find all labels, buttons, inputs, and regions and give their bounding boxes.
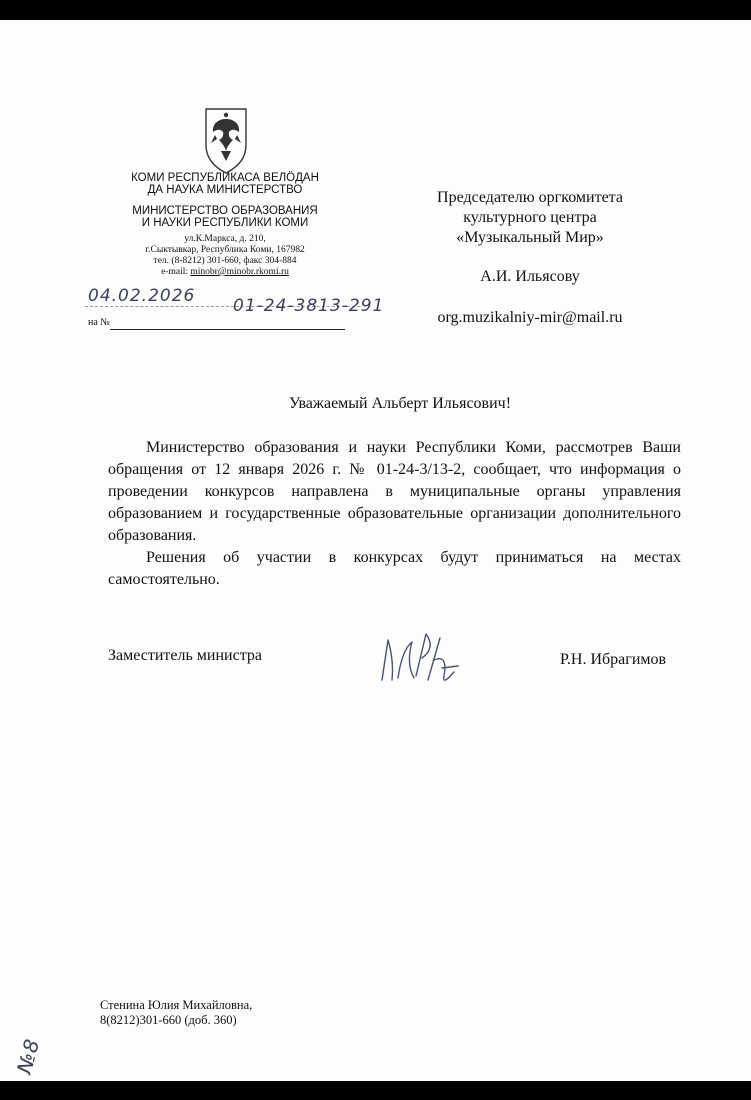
coat-of-arms-icon (203, 105, 249, 177)
address-line-3: тел. (8-8212) 301-660, факс 304-884 (153, 256, 297, 266)
handwritten-number: 01-24-3813-291 (233, 296, 385, 316)
body-paragraph-1: Министерство образования и науки Республики Коми, рассмотрев Ваши обращения от 12 января 2026 г. № 01-24-3/13-2, сообщает, что информация о проведении конкурсов направлена в муниципальные органы управления образованием и государственные образовательные организации дополнительного образования. (108, 439, 681, 544)
org-ru-line-2: И НАУКИ РЕСПУБЛИКИ КОМИ (141, 217, 309, 229)
executor-name: Стенина Юлия Михайловна, (100, 998, 253, 1012)
executor-block (100, 998, 252, 1028)
margin-note: №8 (12, 1035, 45, 1077)
email-prefix: e-mail: (161, 267, 191, 277)
letter-body (108, 437, 681, 591)
address-line-2: г.Сыктывкар, Республика Коми, 167982 (145, 245, 305, 255)
org-komi-name (95, 172, 355, 196)
recipient-name: А.И. Ильясову (480, 268, 580, 285)
ref-label: на № (88, 317, 110, 328)
org-email-link[interactable]: minobr@minobr.rkomi.ru (190, 267, 289, 277)
address-line-1: ул.К.Маркса, д. 210, (184, 234, 266, 244)
signer-position: Заместитель министра (108, 647, 262, 664)
org-komi-line-1: КОМИ РЕСПУБЛИКАСА ВЕЛÖДАН (131, 172, 319, 184)
ref-line (110, 329, 345, 330)
org-address (115, 234, 335, 278)
greeting: Уважаемый Альберт Ильясович! (288, 395, 512, 412)
handwritten-date: 04.02.2026 (88, 286, 196, 306)
org-komi-line-2: ДА НАУКА МИНИСТЕРСТВО (147, 184, 303, 196)
body-paragraph-2: Решения об участии в конкурсах будут приниматься на местах самостоятельно. (108, 549, 681, 588)
recipient-email: org.muzikalniy-mir@mail.ru (437, 309, 623, 326)
handwritten-signature (372, 620, 472, 700)
recipient-line-1: Председателю оргкомитета (437, 189, 623, 206)
address-email-line (115, 267, 335, 278)
recipient-line-3: «Музыкальный Мир» (456, 229, 604, 246)
recipient-block (400, 188, 660, 248)
org-ru-line-1: МИНИСТЕРСТВО ОБРАЗОВАНИЯ (132, 205, 318, 217)
org-ru-name (95, 205, 355, 229)
letter-page (0, 20, 751, 1081)
recipient-line-2: культурного центра (463, 209, 597, 226)
signer-name: Р.Н. Ибрагимов (560, 651, 667, 668)
executor-phone: 8(8212)301-660 (доб. 360) (100, 1013, 237, 1027)
